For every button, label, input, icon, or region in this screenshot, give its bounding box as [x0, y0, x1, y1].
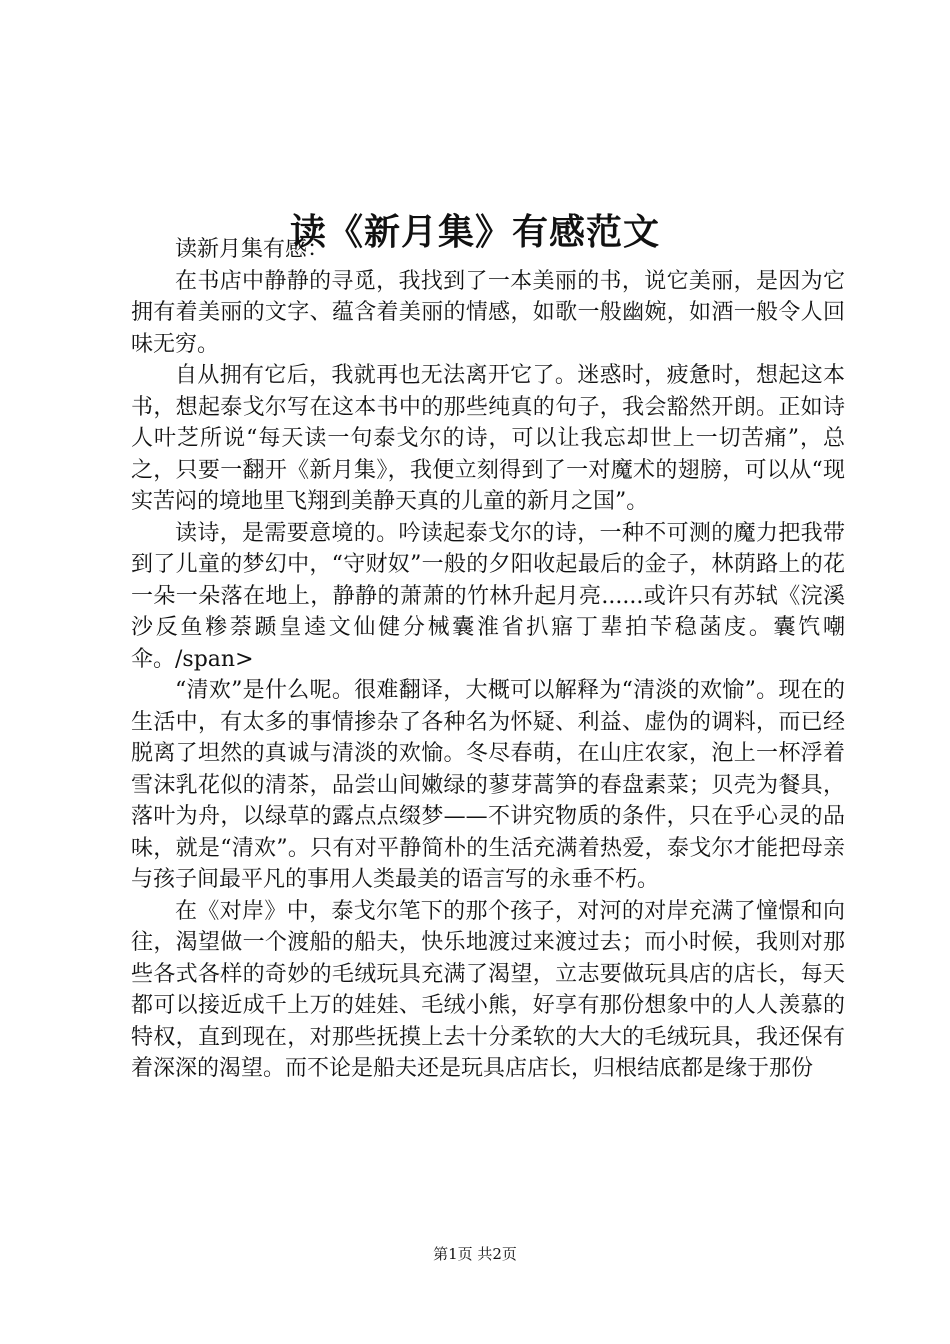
paragraph: “清欢”是什么呢。很难翻译，大概可以解释为“清淡的欢愉”。现在的生活中，有太多的事情掺杂了各种名为怀疑、利益、虚伪的调料，而已经脱离了坦然的真诚与清淡的欢愉。冬尽春萌，在山庄农家，泡上一杯浮着雪沫乳花似的清茶，品尝山间嫩绿的蓼芽蒿笋的春盘素菜；贝壳为餐具，落叶为舟，以绿草的露点点缀梦——不讲究物质的条件，只在乎心灵的品味，就是“清欢”。只有对平静简朴的生活充满着热爱，泰戈尔才能把母亲与孩子间最平凡的事用人类最美的语言写的永垂不朽。 — [131, 678, 845, 892]
paragraph: 在书店中静静的寻觅，我找到了一本美丽的书，说它美丽，是因为它拥有着美丽的文字、蕴含着美丽的情感，如歌一般幽婉，如酒一般令人回味无穷。 — [131, 268, 845, 357]
paragraph: 读诗，是需要意境的。吟读起泰戈尔的诗，一种不可测的魔力把我带到了儿童的梦幻中，“守财奴”一般的夕阳收起最后的金子，林荫路上的花一朵一朵落在地上，静静的萧萧的竹林升起月亮......或许只有苏轼《浣溪沙反鱼糁萘踬皇逵文仙健分械囊淮省扒寤丁辈拍苄稳菡庋。囊饩嘲伞。/span> — [131, 520, 845, 672]
page-footer: 第1页 共2页 — [433, 1245, 517, 1263]
document-title: 读《新月集》有感范文 — [289, 211, 660, 254]
paragraph: 自从拥有它后，我就再也无法离开它了。迷惑时，疲惫时，想起这本书，想起泰戈尔写在这本书中的那些纯真的句子，我会豁然开朗。正如诗人叶芝所说“每天读一句泰戈尔的诗，可以让我忘却世上一切苦痛”，总之，只要一翻开《新月集》，我便立刻得到了一对魔术的翅膀，可以从“现实苦闷的境地里飞翔到美静天真的儿童的新月之国”。 — [131, 363, 845, 514]
paragraph: 在《对岸》中，泰戈尔笔下的那个孩子，对河的对岸充满了憧憬和向往，渴望做一个渡船的船夫，快乐地渡过来渡过去；而小时候，我则对那些各式各样的奇妙的毛绒玩具充满了渴望，立志要做玩具店的店长，每天都可以接近成千上万的娃娃、毛绒小熊，好享有那份想象中的人人羡慕的特权，直到现在，对那些抚摸上去十分柔软的大大的毛绒玩具，我还保有着深深的渴望。而不论是船夫还是玩具店店长，归根结底都是缘于那份 — [131, 898, 845, 1081]
paragraph: 读新月集有感： — [175, 237, 330, 262]
document-body — [131, 234, 845, 1085]
